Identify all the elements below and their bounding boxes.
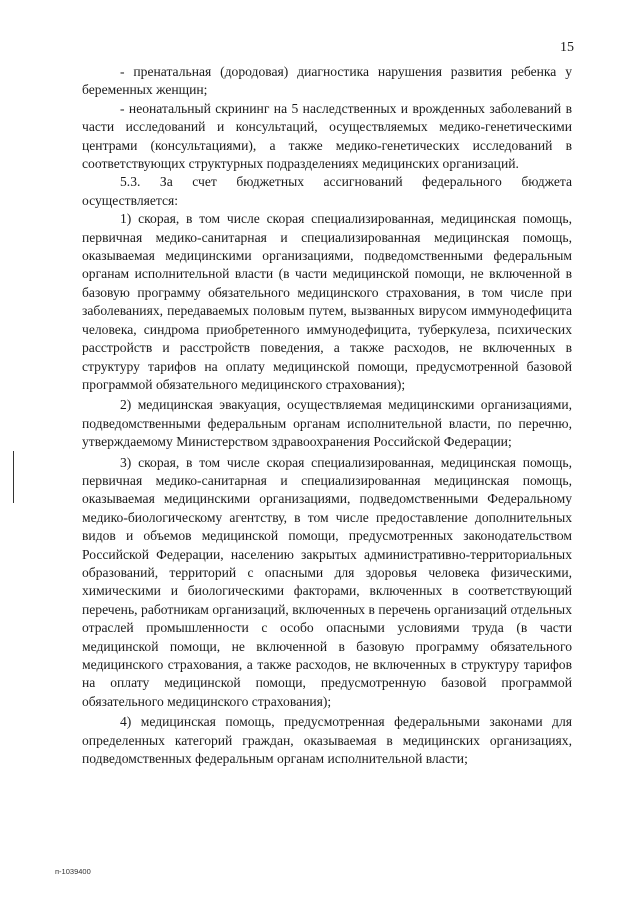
document-body <box>82 63 572 768</box>
paragraph-section-5-3: 5.3. За счет бюджетных ассигнований федерального бюджета осуществляется: <box>82 174 572 208</box>
paragraph-neonatal-screening: - неонатальный скрининг на 5 наследственных и врожденных заболеваний в части исследований и консультаций, осуществляемых медико-генетическими центрами (консультациями), а также медико-генетических исследований в соответствующих структурных подразделениях медицинских организаций. <box>82 100 572 172</box>
paragraph-item-2: 2) медицинская эвакуация, осуществляемая медицинскими организациями, подведомственными федеральным органам исполнительной власти, по перечню, утверждаемому Министерством здравоохранения Российской Федерации; <box>82 397 572 450</box>
paragraph-prenatal: - пренатальная (дородовая) диагностика нарушения развития ребенка у беременных женщин; <box>82 64 572 98</box>
paragraph-item-4: 4) медицинская помощь, предусмотренная федеральными законами для определенных категорий граждан, оказываемая в медицинских организациях, подведомственных федеральным органам исполнительной власти; <box>82 714 572 767</box>
paragraph-item-3: 3) скорая, в том числе скорая специализированная, медицинская помощь, первичная медико-санитарная и специализированная медицинская помощь, оказываемая медицинскими организациями, подведомственными Федеральному медико-биологическому агентству, в том числе предоставление дополнительных видов и объемов медицинской помощи, предусмотренных законодательством Российской Федерации, населению закрытых административно-территориальных образований, территорий с опасными для здоровья человека физическими, химическими и биологическими факторами, включенных в соответствующий перечень, работникам организаций, включенных в перечень организаций отдельных отраслей промышленности с особо опасными условиями труда (в части медицинской помощи, не включенной в базовую программу обязательного медицинского страхования, а также расходов, не включенных в структуру тарифов на оплату медицинской помощи, предусмотренную базовой программой обязательного медицинского страхования); <box>82 454 572 709</box>
paragraph-item-1: 1) скорая, в том числе скорая специализированная, медицинская помощь, первичная медико-санитарная и специализированная медицинская помощь, оказываемая медицинскими организациями, подведомственными федеральным органам исполнительной власти (в части медицинской помощи, не включенной в базовую программу обязательного медицинского страхования, в том числе при заболеваниях, передаваемых половым путем, вызванных вирусом иммунодефицита человека, синдрома приобретенного иммунодефицита, туберкулеза, психических расстройств и расстройств поведения, а также расходов, не включенных в структуру тарифов на оплату медицинской помощи, предусмотренной базовой программой обязательного медицинского страхования); <box>82 211 572 392</box>
page-number: 15 <box>560 40 574 55</box>
document-code: п-1039400 <box>55 867 91 876</box>
margin-rule <box>13 451 14 503</box>
